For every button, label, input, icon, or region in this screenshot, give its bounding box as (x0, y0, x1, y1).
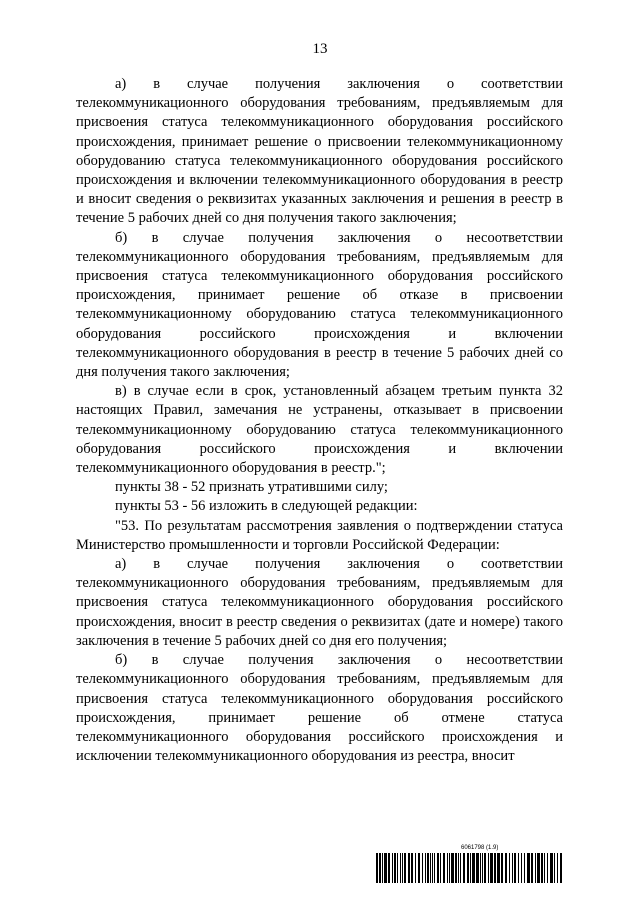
paragraph-v: в) в случае если в срок, установленный абзацем третьим пункта 32 настоящих Правил, замечания не устранены, отказывает в присвоении телекоммуникационному оборудованию статуса телекоммуникационного оборудования российского происхождения и включении телекоммуникационного оборудования в реестр."; (76, 383, 563, 477)
paragraph-points-38-52: пункты 38 - 52 признать утратившими силу; (115, 479, 388, 496)
paragraph-53-a: а) в случае получения заключения о соответствии телекоммуникационного оборудования требованиям, предъявляемым для присвоения статуса телекоммуникационного оборудования российского происхождения, вносит в реестр сведения о реквизитах (дате и номере) такого заключения в течение 5 рабочих дней со дня его получения; (76, 556, 563, 649)
document-body (76, 75, 563, 766)
paragraph-a: а) в случае получения заключения о соответствии телекоммуникационного оборудования требованиям, предъявляемым для присвоения статуса телекоммуникационного оборудования российского происхождения, принимает решение о присвоении телекоммуникационному оборудованию статуса телекоммуникационного оборудования российского происхождения и включении телекоммуникационного оборудования в реестр и вносит сведения о реквизитах указанных заключения и решения в реестр в течение 5 рабочих дней со дня получения такого заключения; (76, 76, 563, 227)
document-code: 6061798 (1.9) (461, 845, 499, 851)
paragraph-53: "53. По результатам рассмотрения заявления о подтверждении статуса Министерство промышленности и торговли Российской Федерации: (76, 517, 563, 553)
paragraph-53-b: б) в случае получения заключения о несоответствии телекоммуникационного оборудования требованиям, предъявляемым для присвоения статуса телекоммуникационного оборудования российского происхождения, принимает решение об отмене статуса телекоммуникационного оборудования российского происхождения и исключении телекоммуникационного оборудования из реестра, вносит (76, 652, 563, 765)
page-number: 13 (312, 41, 328, 57)
barcode-image (376, 853, 562, 883)
paragraph-points-53-56: пункты 53 - 56 изложить в следующей редакции: (115, 498, 418, 515)
paragraph-b: б) в случае получения заключения о несоответствии телекоммуникационного оборудования требованиям, предъявляемым для присвоения статуса телекоммуникационного оборудования российского происхождения, принимает решение об отказе в присвоении телекоммуникационному оборудованию статуса телекоммуникационного оборудования российского происхождения и включении телекоммуникационного оборудования в реестр в течение 5 рабочих дней со дня получения такого заключения; (76, 229, 563, 381)
